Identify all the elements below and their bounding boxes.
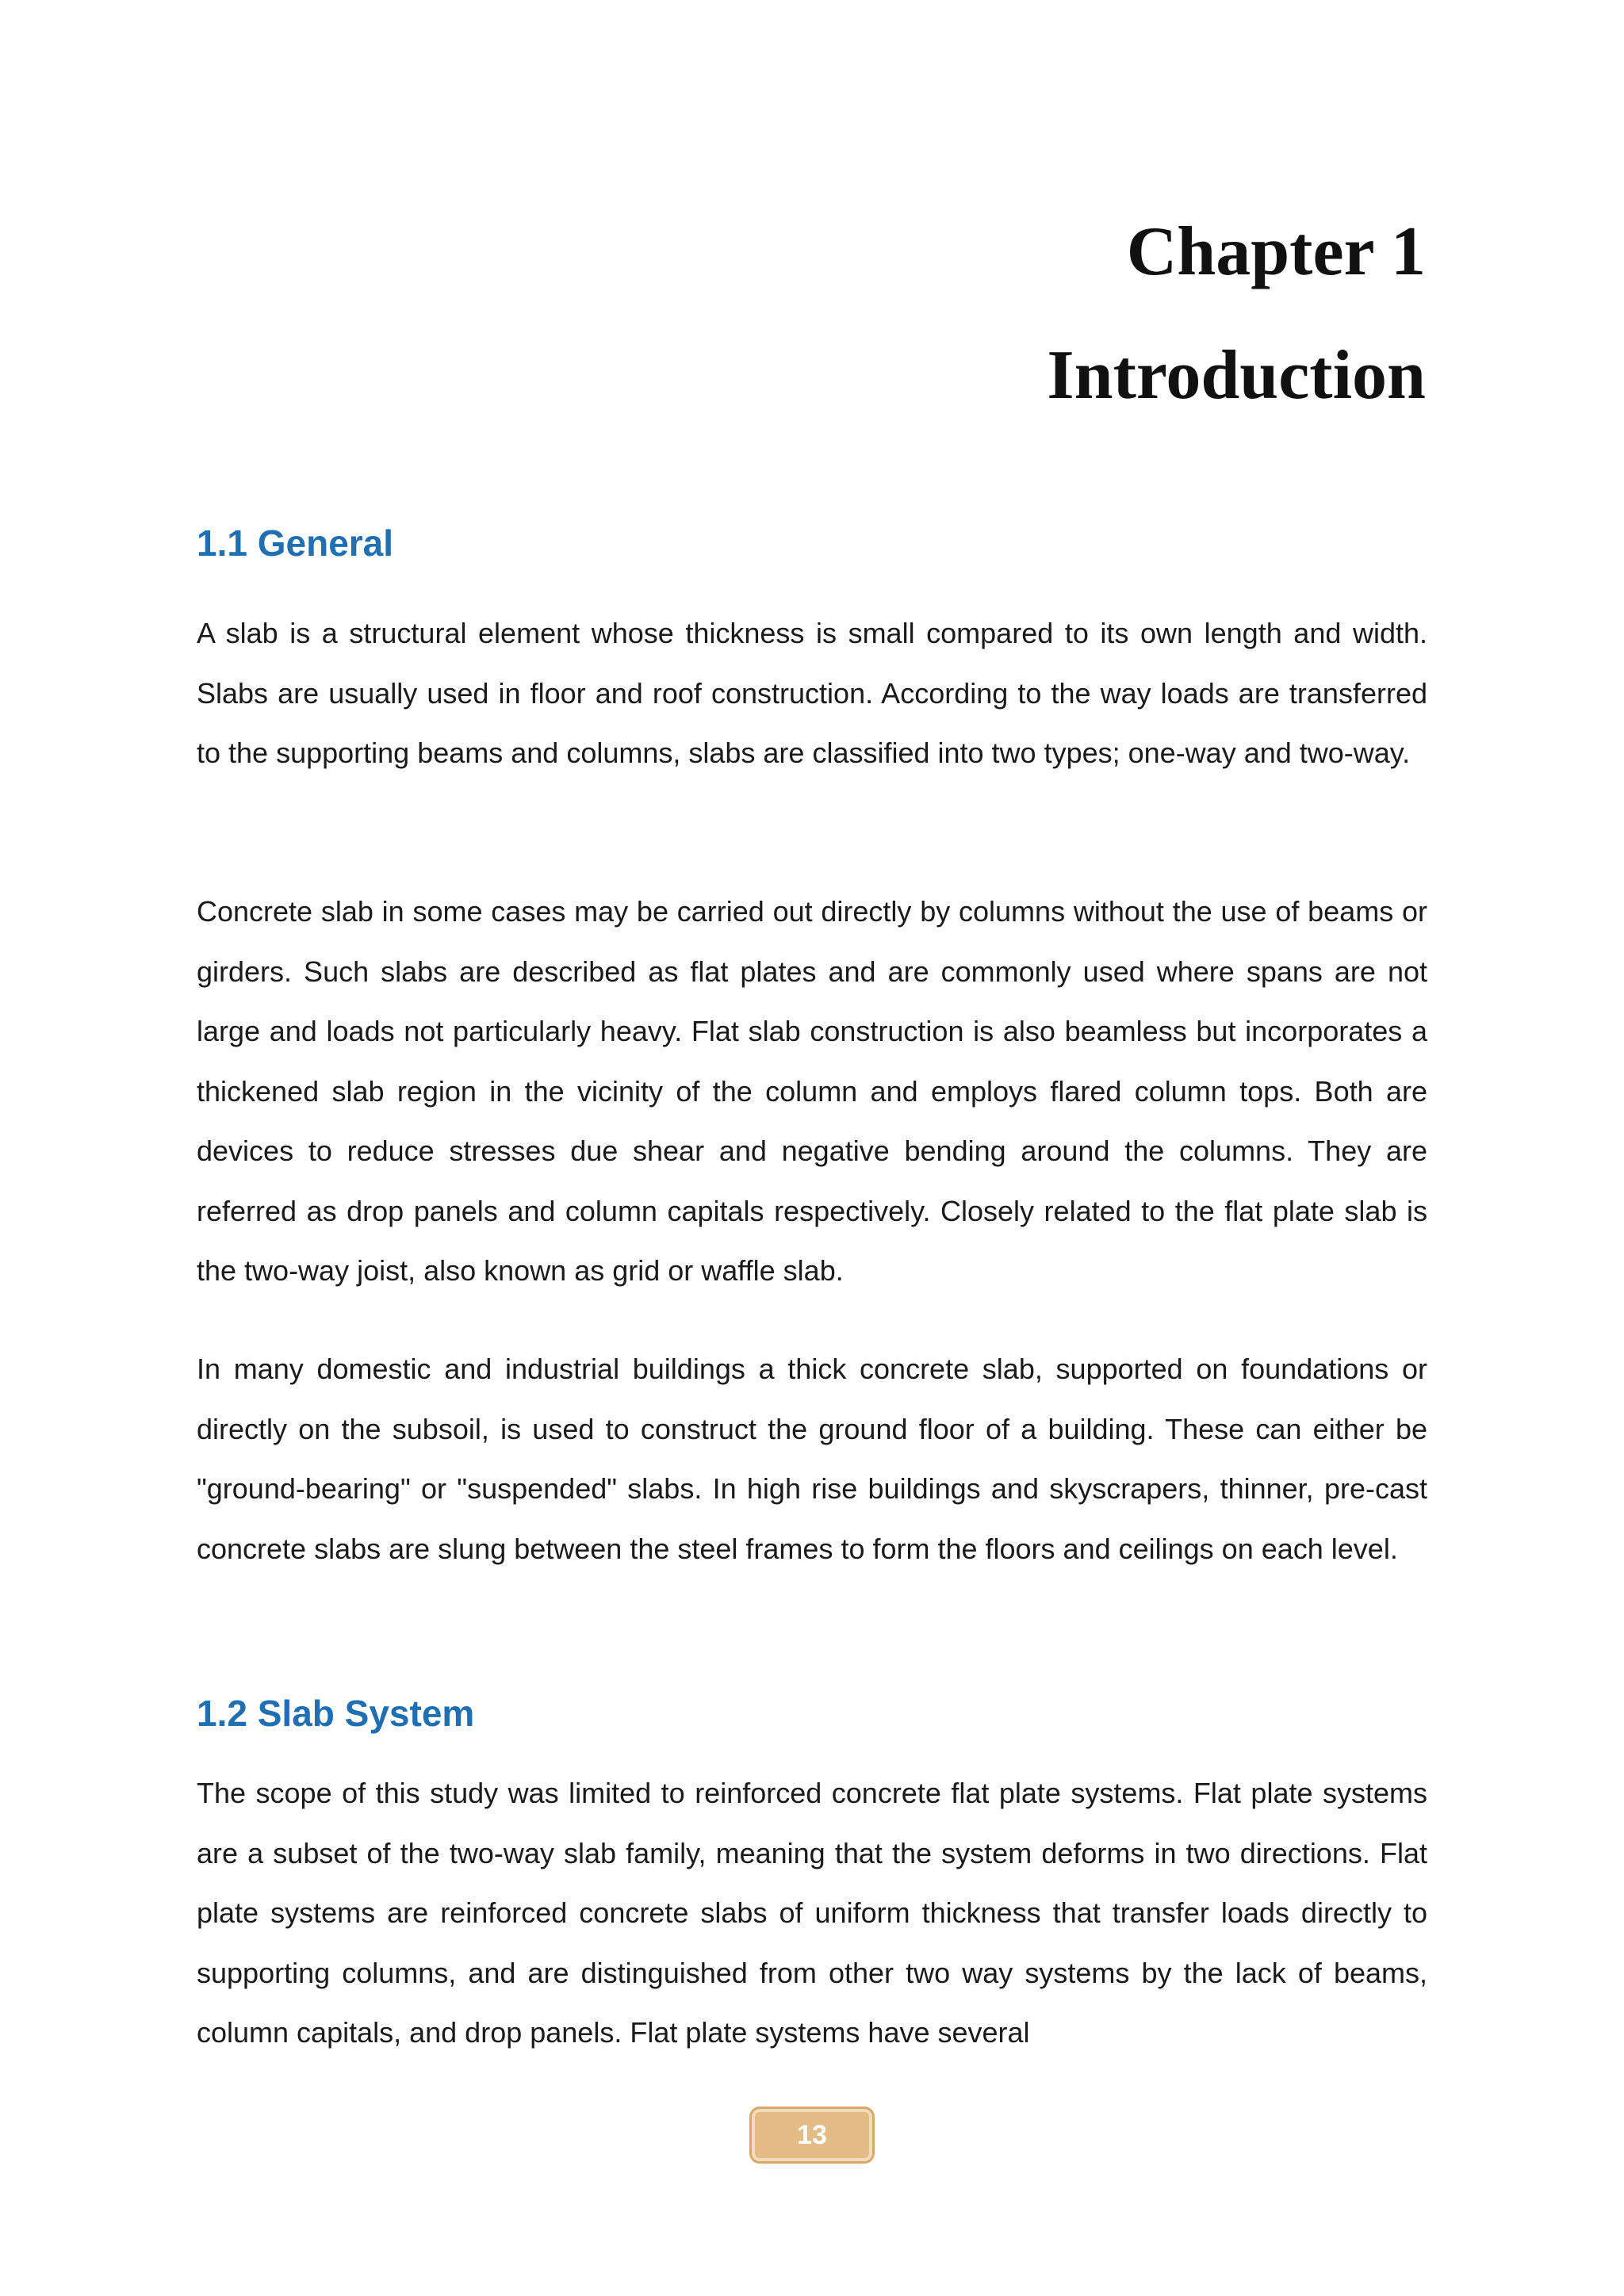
paragraph-general-1: A slab is a structural element whose thickness is small compared to its own length and width. Slabs are usually used in floor and roof construction. According to the way loads are transferred to the supporting beams and columns, slabs are classified into two types; one-way and two-way. (197, 617, 1427, 769)
chapter-label: Chapter 1 (1126, 213, 1426, 290)
chapter-title: Introduction (1047, 337, 1426, 414)
paragraph-general-3: In many domestic and industrial buildings a thick concrete slab, supported on foundations or directly on the subsoil, is used to construct the ground floor of a building. These can either be "ground-bearing" or "suspended" slabs. In high rise buildings and skyscrapers, thinner, pre-cast concrete slabs are slung between the steel frames to form the floors and ceilings on each level. (197, 1353, 1427, 1565)
paragraph-general-2: Concrete slab in some cases may be carried out directly by columns without the use of beams or girders. Such slabs are described as flat plates and are commonly used where spans are not large and loads not particularly heavy. Flat slab construction is also beamless but incorporates a thickened slab region in the vicinity of the column and employs flared column tops. Both are devices to reduce stresses due shear and negative bending around the columns. They are referred as drop panels and column capitals respectively. Closely related to the flat plate slab is the two-way joist, also known as grid or waffle slab. (197, 895, 1427, 1287)
section-heading-slab-system: 1.2 Slab System (197, 1693, 475, 1734)
page-number-badge: 13 (752, 2109, 872, 2161)
chapter-heading (1047, 190, 1426, 438)
paragraph-slab-system-1: The scope of this study was limited to reinforced concrete flat plate systems. Flat plate systems are a subset of the two-way slab family, meaning that the system deforms in two directions. Flat plate systems are reinforced concrete slabs of uniform thickness that transfer loads directly to supporting columns, and are distinguished from other two way systems by the lack of beams, column capitals, and drop panels. Flat plate systems have several (197, 1777, 1427, 2049)
section-heading-general: 1.1 General (197, 522, 394, 564)
